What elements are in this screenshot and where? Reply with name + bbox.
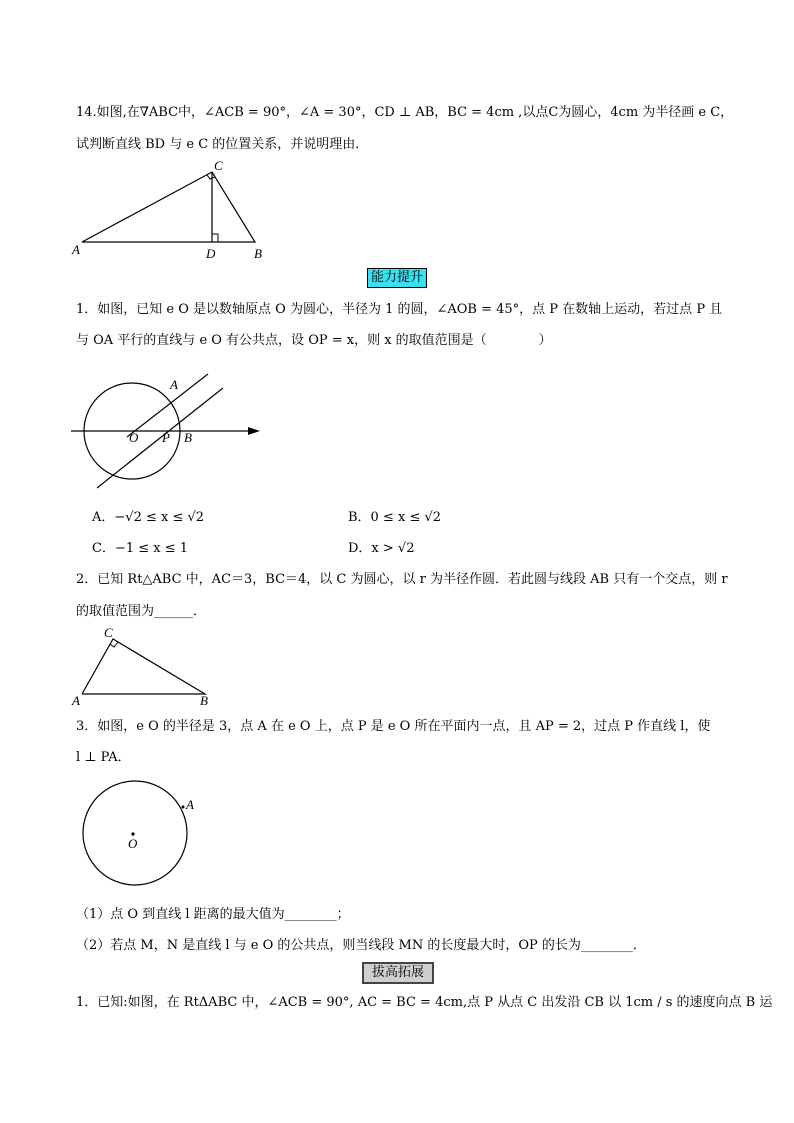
section-title-extension: 拔高拓展: [362, 962, 434, 984]
p4-text-line1: 1．已知:如图，在 RtΔABC 中，∠ACB = 90°, AC = BC = 4cm,点 P 从点 C 出发沿 CB 以 1cm / s 的速度向点 B 运: [76, 995, 773, 1010]
p3-subquestion-2: （2）若点 M，N 是直线 l 与 e O 的公共点，则当线段 MN 的长度最大时，OP 的长为________．: [76, 938, 646, 953]
q14-label-c: C: [214, 158, 223, 173]
p2-label-b: B: [200, 693, 208, 708]
q14-label-a: A: [72, 242, 80, 257]
p3-text-line1: 3．如图，e O 的半径是 3，点 A 在 e O 上，点 P 是 e O 所在平面内一点，且 AP = 2，过点 P 作直线 l，使: [76, 719, 711, 734]
q14-label-d: D: [206, 246, 216, 261]
p2-text-line1: 2．已知 Rt△ABC 中，AC＝3，BC＝4，以 C 为圆心，以 r 为半径作圆．若此圆与线段 AB 只有一个交点，则 r: [76, 572, 728, 587]
p3-text-line2: l ⊥ PA．: [76, 750, 131, 765]
q14-text-line1: 14.如图,在∇ABC中，∠ACB = 90°，∠A = 30°，CD ⊥ AB，BC = 4cm ,以点C为圆心，4cm 为半径画 e C，: [76, 105, 734, 120]
p1-label-p: P: [162, 430, 170, 445]
q14-label-b: B: [254, 246, 262, 261]
p1-label-o: O: [129, 430, 139, 445]
section-title-ability: 能力提升: [367, 268, 427, 288]
p3-subquestion-1: （1）点 O 到直线 l 距离的最大值为________；: [76, 907, 350, 922]
p1-label-b: B: [184, 430, 192, 445]
p3-circle-figure: [80, 780, 200, 890]
p1-text-line1: 1．如图，已知 e O 是以数轴原点 O 为圆心，半径为 1 的圆，∠AOB = 45°，点 P 在数轴上运动，若过点 P 且: [76, 302, 723, 317]
p2-text-line2: 的取值范围为______．: [76, 604, 207, 619]
p1-option-b: B．0 ≤ x ≤ √2: [348, 510, 442, 525]
p2-triangle-figure: [75, 632, 215, 702]
p2-label-a: A: [72, 693, 80, 708]
p3-label-a: A: [186, 797, 194, 812]
p1-option-c: C．−1 ≤ x ≤ 1: [92, 541, 189, 556]
q14-text-line2: 试判断直线 BD 与 e C 的位置关系，并说明理由．: [76, 137, 369, 152]
p1-option-a: A．−√2 ≤ x ≤ √2: [92, 510, 205, 525]
p3-label-o: O: [128, 836, 138, 851]
p1-label-a: A: [170, 377, 178, 392]
p1-text-line2: 与 OA 平行的直线与 e O 有公共点，设 OP = x，则 x 的取值范围是（ ）: [76, 333, 552, 348]
p2-label-c: C: [104, 625, 113, 640]
q14-triangle-figure: [70, 158, 270, 262]
p1-option-d: D．x > √2: [348, 541, 415, 556]
